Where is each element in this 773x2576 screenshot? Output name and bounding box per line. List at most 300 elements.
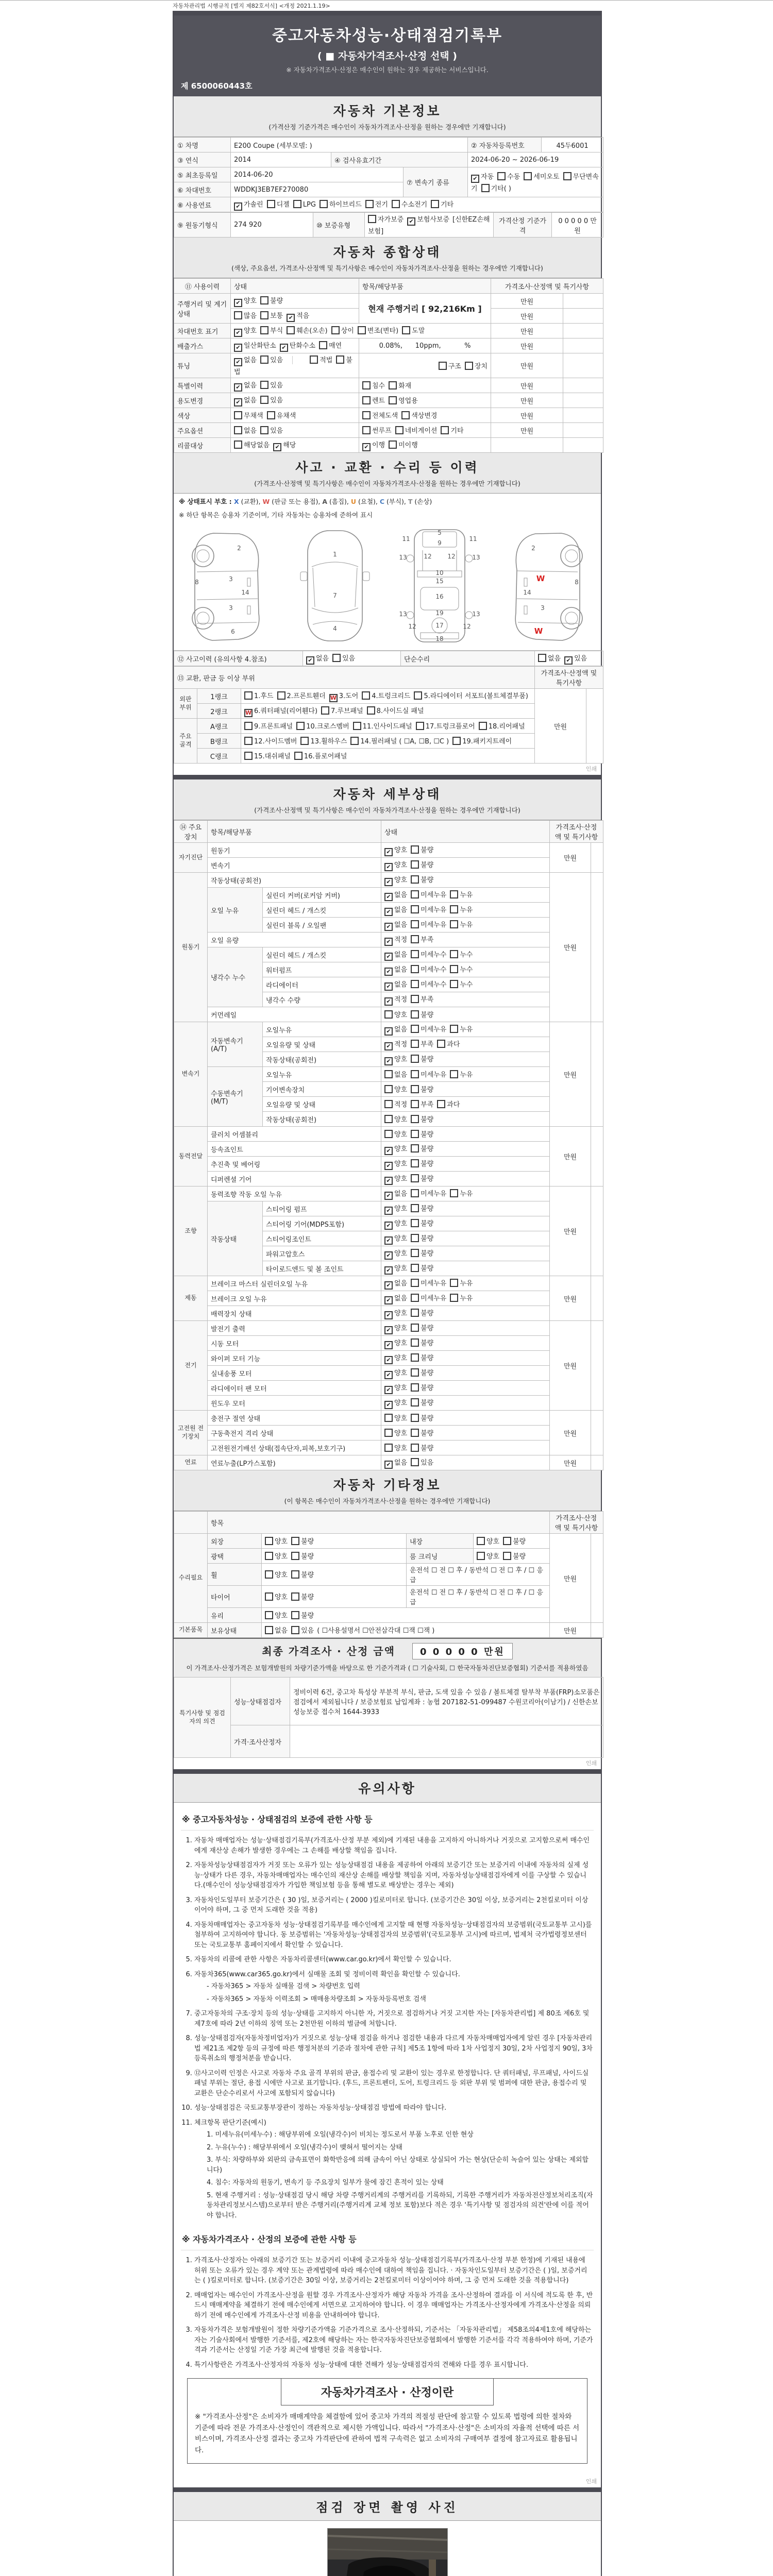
empty-checkbox[interactable] [265,1537,273,1545]
empty-checkbox[interactable] [384,1130,393,1138]
price-cell: 만원 [550,843,591,873]
room-cleaning-state[interactable] [474,1549,550,1564]
empty-checkbox[interactable] [319,341,327,349]
empty-checkbox[interactable] [384,1429,393,1437]
empty-checkbox[interactable] [260,355,268,364]
panel-number: 12 [408,623,416,630]
state[interactable] [381,1157,550,1172]
empty-checkbox[interactable] [365,200,374,208]
possession-state[interactable] [262,1623,550,1638]
checked-checkbox[interactable]: ✔ [384,1251,393,1260]
special-history-items[interactable] [359,378,491,393]
final-price-note: 이 가격조사·산정가격은 보험개발원의 차량기준가액을 바탕으로 한 기준가격과 ( ☐ 기술사회, ☐ 한국자동차진단보증협회) 기준서를 적용하였음 [186,1664,589,1672]
empty-checkbox[interactable] [362,426,371,434]
checked-checkbox[interactable]: ✔ [384,982,393,991]
checked-checkbox[interactable]: ✔ [384,1371,393,1379]
accident-history-state[interactable] [303,651,401,666]
print-link[interactable]: 인쇄 [585,1760,597,1767]
empty-checkbox[interactable] [411,905,419,913]
empty-checkbox[interactable] [291,1552,299,1560]
empty-checkbox[interactable] [350,737,359,745]
state[interactable] [381,1321,550,1336]
option-label: 양호 [394,861,408,869]
state[interactable] [381,1291,550,1306]
empty-checkbox[interactable] [411,1189,419,1197]
rank2-items[interactable] [241,704,535,719]
empty-checkbox[interactable] [450,950,458,958]
empty-checkbox[interactable] [411,995,419,1003]
checked-checkbox[interactable]: ✔ [407,217,415,226]
empty-checkbox[interactable] [450,980,458,988]
wheel-state[interactable] [262,1564,407,1586]
option-label: 없음 [394,891,408,899]
state[interactable] [381,1142,550,1157]
usage-change-state[interactable] [231,393,359,408]
state[interactable] [381,1201,550,1216]
empty-checkbox[interactable] [331,326,340,334]
rankA-items[interactable] [241,719,535,734]
empty-checkbox[interactable] [384,1100,393,1108]
empty-checkbox[interactable] [401,411,410,419]
checked-checkbox[interactable]: ✔ [384,1401,393,1409]
checked-checkbox[interactable]: ✔ [384,848,393,856]
checked-checkbox[interactable]: ✔ [384,968,393,976]
empty-checkbox[interactable] [411,1130,419,1138]
w-marked-checkbox[interactable]: W [330,694,337,701]
empty-checkbox[interactable] [411,965,419,973]
interior-label: 내장 [407,1534,474,1549]
empty-checkbox[interactable] [450,965,458,973]
empty-checkbox[interactable] [465,362,473,370]
panel-number: 2 [237,545,241,552]
empty-checkbox[interactable] [411,1115,419,1123]
checked-checkbox[interactable]: ✔ [384,1386,393,1394]
empty-checkbox[interactable] [320,200,328,208]
checked-checkbox[interactable]: ✔ [384,1147,393,1155]
empty-checkbox[interactable] [265,1570,273,1579]
empty-checkbox[interactable] [310,355,318,364]
state[interactable] [381,873,550,888]
empty-checkbox[interactable] [477,1552,485,1560]
empty-checkbox[interactable] [481,184,490,192]
panel-number: 17 [435,622,444,629]
empty-checkbox[interactable] [384,1115,393,1123]
checked-checkbox[interactable]: ✔ [234,358,242,366]
empty-checkbox[interactable] [291,1570,299,1579]
simple-repair-state[interactable] [535,651,603,666]
empty-checkbox[interactable] [411,1100,419,1108]
empty-checkbox[interactable] [450,905,458,913]
checked-checkbox[interactable]: ✔ [234,329,242,337]
state[interactable] [381,888,550,903]
checked-checkbox[interactable]: ✔ [234,383,242,392]
empty-checkbox[interactable] [395,426,404,434]
option-label: 보통 [270,312,283,320]
empty-checkbox[interactable] [277,691,285,700]
empty-checkbox[interactable] [362,396,371,404]
empty-checkbox[interactable] [416,722,424,730]
checked-checkbox[interactable]: ✔ [273,443,281,451]
empty-checkbox[interactable] [389,440,397,449]
empty-checkbox[interactable] [291,1537,299,1545]
empty-checkbox[interactable] [260,311,268,319]
empty-checkbox[interactable] [296,722,305,730]
empty-checkbox[interactable] [411,845,419,854]
state[interactable] [381,1276,550,1291]
checked-checkbox[interactable]: ✔ [234,202,242,211]
recall-state[interactable] [231,438,359,453]
rankC-items[interactable] [241,749,535,764]
empty-checkbox[interactable] [265,1552,273,1560]
polish-state[interactable] [262,1549,407,1564]
rank1-label: 1랭크 [197,689,241,704]
special-history-state[interactable] [231,378,359,393]
empty-checkbox[interactable] [411,1429,419,1437]
empty-checkbox[interactable] [234,440,242,449]
state[interactable] [381,1261,550,1276]
checked-checkbox[interactable]: ✔ [362,443,371,451]
empty-checkbox[interactable] [389,381,397,389]
note-cell [563,423,603,438]
state[interactable] [381,933,550,947]
empty-checkbox[interactable] [367,706,375,715]
state[interactable] [381,918,550,933]
empty-checkbox[interactable] [389,396,397,404]
checked-checkbox[interactable]: ✔ [384,878,393,886]
checked-checkbox[interactable]: ✔ [384,1266,393,1275]
state[interactable] [381,1455,550,1470]
empty-checkbox[interactable] [411,1025,419,1033]
checked-checkbox[interactable]: ✔ [384,1027,393,1036]
empty-checkbox[interactable] [411,1458,419,1466]
checked-checkbox[interactable]: ✔ [384,997,393,1006]
empty-checkbox[interactable] [524,172,532,180]
state[interactable] [381,1037,550,1052]
empty-checkbox[interactable] [411,920,419,928]
empty-checkbox[interactable] [411,1324,419,1332]
usage-change-items[interactable] [359,393,491,408]
empty-checkbox[interactable] [411,1338,419,1347]
empty-checkbox[interactable] [450,1189,458,1197]
state[interactable] [381,1216,550,1231]
state[interactable] [381,843,550,858]
empty-checkbox[interactable] [450,1279,458,1287]
checked-checkbox[interactable]: ✔ [287,314,295,322]
empty-checkbox[interactable] [450,920,458,928]
empty-checkbox[interactable] [291,1611,299,1619]
checked-checkbox[interactable]: ✔ [564,656,573,665]
state[interactable] [381,1231,550,1246]
w-marked-checkbox[interactable]: W [245,709,252,716]
empty-checkbox[interactable] [392,200,400,208]
rank1-items[interactable] [241,689,535,704]
empty-checkbox[interactable] [260,426,268,434]
state[interactable] [381,1187,550,1201]
empty-checkbox[interactable] [411,890,419,899]
high-voltage-label: 고전원 전기장치 [174,1411,208,1455]
option-label: 불량 [421,1369,434,1377]
state[interactable] [381,858,550,873]
empty-checkbox[interactable] [411,1279,419,1287]
mileage-amount[interactable] [231,309,359,324]
checked-checkbox[interactable]: ✔ [384,1281,393,1290]
empty-checkbox[interactable] [267,411,275,419]
rankB-items[interactable] [241,734,535,749]
empty-checkbox[interactable] [411,980,419,988]
empty-checkbox[interactable] [411,1249,419,1257]
checked-checkbox[interactable]: ✔ [384,1236,393,1245]
empty-checkbox[interactable] [300,737,309,745]
empty-checkbox[interactable] [411,1294,419,1302]
checked-checkbox[interactable]: ✔ [384,1162,393,1170]
empty-checkbox[interactable] [260,381,268,389]
empty-checkbox[interactable] [411,950,419,958]
checked-checkbox[interactable]: ✔ [384,938,393,946]
empty-checkbox[interactable] [450,1294,458,1302]
checked-checkbox[interactable]: ✔ [384,953,393,961]
empty-checkbox[interactable] [411,1309,419,1317]
empty-checkbox[interactable] [411,1010,419,1019]
option-label: 없음 [394,1294,408,1302]
state[interactable] [381,1172,550,1187]
checked-checkbox[interactable]: ✔ [384,908,393,916]
empty-checkbox[interactable] [411,860,419,869]
empty-checkbox[interactable] [452,737,461,745]
empty-checkbox[interactable] [244,691,253,700]
state[interactable] [381,1007,550,1022]
empty-checkbox[interactable] [265,1626,273,1634]
empty-checkbox[interactable] [411,1398,419,1406]
empty-checkbox[interactable] [332,654,341,662]
empty-checkbox[interactable] [437,1040,445,1048]
empty-checkbox[interactable] [384,1085,393,1093]
state[interactable] [381,1067,550,1082]
empty-checkbox[interactable] [411,935,419,943]
emission-label: 배출가스 [174,338,231,353]
option-label: 부족 [421,1040,434,1048]
empty-checkbox[interactable] [265,1592,273,1601]
empty-checkbox[interactable] [294,752,303,760]
fuel-options[interactable] [231,197,603,212]
empty-checkbox[interactable] [497,172,506,180]
checked-checkbox[interactable]: ✔ [234,299,242,307]
tire-state[interactable] [262,1586,407,1608]
color-items[interactable] [359,408,491,423]
empty-checkbox[interactable] [538,654,546,662]
state[interactable] [381,977,550,992]
state[interactable] [381,1052,550,1067]
checked-checkbox[interactable]: ✔ [234,344,242,352]
checked-checkbox[interactable]: ✔ [384,1177,393,1185]
empty-checkbox[interactable] [384,1070,393,1078]
panel-number: 11 [402,535,410,543]
empty-checkbox[interactable] [358,326,366,334]
empty-checkbox[interactable] [437,1100,445,1108]
empty-checkbox[interactable] [411,1055,419,1063]
empty-checkbox[interactable] [563,172,572,180]
state[interactable] [381,962,550,977]
empty-checkbox[interactable] [234,411,242,419]
empty-checkbox[interactable] [293,200,301,208]
checked-checkbox[interactable]: ✔ [384,1341,393,1349]
empty-checkbox[interactable] [411,1353,419,1362]
interior-state[interactable] [474,1534,550,1549]
note-cell [563,378,603,393]
empty-checkbox[interactable] [234,311,242,319]
empty-checkbox[interactable] [411,1040,419,1048]
checked-checkbox[interactable]: ✔ [384,1057,393,1065]
empty-checkbox[interactable] [411,1444,419,1452]
recall-items[interactable] [359,438,491,453]
empty-checkbox[interactable] [244,752,253,760]
coolant-leak-group: 냉각수 누수 [208,947,263,1007]
empty-checkbox[interactable] [503,1552,511,1560]
state[interactable] [381,1381,550,1396]
empty-checkbox[interactable] [384,1414,393,1422]
empty-checkbox[interactable] [411,1368,419,1377]
empty-checkbox[interactable] [384,1010,393,1019]
empty-checkbox[interactable] [411,1144,419,1153]
checked-checkbox[interactable]: ✔ [384,1311,393,1319]
empty-checkbox[interactable] [362,381,371,389]
color-state[interactable] [231,408,359,423]
car-name-label: ① 차명 [174,138,231,152]
empty-checkbox[interactable] [414,691,422,700]
empty-checkbox[interactable] [291,1626,299,1634]
tire-label: 타이어 [208,1586,262,1608]
state[interactable] [381,1246,550,1261]
print-link[interactable]: 인쇄 [585,766,597,772]
empty-checkbox[interactable] [411,1414,419,1422]
state[interactable] [381,903,550,918]
empty-checkbox[interactable] [362,411,371,419]
tuning-state[interactable] [231,353,359,378]
empty-checkbox[interactable] [384,1444,393,1452]
empty-checkbox[interactable] [411,1264,419,1272]
notice-body [174,1803,601,2476]
state[interactable] [381,1336,550,1351]
checked-checkbox[interactable]: ✔ [384,1461,393,1469]
glass-state[interactable] [262,1608,550,1623]
empty-checkbox[interactable] [353,722,361,730]
state[interactable] [381,1097,550,1112]
checked-checkbox[interactable]: ✔ [384,923,393,931]
empty-checkbox[interactable] [234,426,242,434]
table-row [174,1306,603,1321]
state[interactable] [381,947,550,962]
empty-checkbox[interactable] [411,1159,419,1167]
tuning-items[interactable] [359,353,491,378]
empty-checkbox[interactable] [411,875,419,884]
checked-checkbox[interactable]: ✔ [384,1326,393,1334]
options-state[interactable] [231,423,359,438]
price-header: 가격조사·산정액 및 특기사항 [550,821,603,843]
state[interactable] [381,1396,550,1411]
empty-checkbox[interactable] [260,326,268,334]
empty-checkbox[interactable] [450,890,458,899]
empty-checkbox[interactable] [479,722,487,730]
empty-checkbox[interactable] [411,1383,419,1392]
empty-checkbox[interactable] [265,1611,273,1619]
empty-checkbox[interactable] [368,215,376,223]
option-label: 양호 [394,1131,408,1139]
vin-mark-state[interactable] [231,324,491,338]
item: 디퍼렌셜 기어 [208,1172,381,1187]
checked-checkbox[interactable]: ✔ [306,656,314,665]
checked-checkbox[interactable]: ✔ [384,1192,393,1200]
state[interactable] [381,1366,550,1381]
checked-checkbox[interactable]: ✔ [280,344,288,352]
empty-checkbox[interactable] [260,296,268,304]
checked-checkbox[interactable]: ✔ [234,398,242,406]
option-label: 불량 [513,1538,526,1546]
empty-checkbox[interactable] [439,362,447,370]
empty-checkbox[interactable] [411,1219,419,1227]
empty-checkbox[interactable] [411,1174,419,1182]
state[interactable] [381,1426,550,1440]
checked-checkbox[interactable]: ✔ [384,1356,393,1364]
item: 브레이크 오일 누유 [208,1291,381,1306]
empty-checkbox[interactable] [244,737,253,745]
empty-checkbox[interactable] [291,1592,299,1601]
exterior-state[interactable] [262,1534,407,1549]
empty-checkbox[interactable] [287,326,295,334]
empty-checkbox[interactable] [411,1204,419,1212]
print-link[interactable]: 인쇄 [585,2478,597,2485]
empty-checkbox[interactable] [411,1234,419,1242]
checked-checkbox[interactable]: ✔ [471,175,479,183]
empty-checkbox[interactable] [260,396,268,404]
checked-checkbox[interactable]: ✔ [384,1042,393,1050]
transmission-options[interactable] [468,167,603,197]
state[interactable] [381,1440,550,1455]
empty-checkbox[interactable] [450,1070,458,1078]
empty-checkbox[interactable] [362,691,370,700]
state[interactable] [381,1112,550,1127]
state[interactable] [381,992,550,1007]
checked-checkbox[interactable]: ✔ [384,1296,393,1304]
option-label: 10.크로스멤버 [306,723,349,731]
empty-checkbox[interactable] [244,722,253,730]
empty-checkbox[interactable] [411,1070,419,1078]
warranty-options[interactable] [365,213,494,238]
empty-checkbox[interactable] [267,200,275,208]
repair-needed-label: 수리필요 [174,1534,208,1623]
state[interactable] [381,1351,550,1366]
mileage-state[interactable] [231,294,359,309]
empty-checkbox[interactable] [321,706,329,715]
checked-checkbox[interactable]: ✔ [384,893,393,901]
state[interactable] [381,1082,550,1097]
state[interactable] [381,1306,550,1321]
options-items[interactable] [359,423,491,438]
empty-checkbox[interactable] [450,1025,458,1033]
empty-checkbox[interactable] [411,1085,419,1093]
state[interactable] [381,1127,550,1142]
empty-checkbox[interactable] [336,355,344,364]
empty-checkbox[interactable] [441,426,449,434]
checked-checkbox[interactable]: ✔ [384,1222,393,1230]
empty-checkbox[interactable] [402,326,410,334]
checked-checkbox[interactable]: ✔ [384,1207,393,1215]
state[interactable] [381,1022,550,1037]
emission-state[interactable] [231,338,359,353]
checked-checkbox[interactable]: ✔ [384,863,393,871]
empty-checkbox[interactable] [477,1537,485,1545]
state[interactable] [381,1411,550,1426]
empty-checkbox[interactable] [431,200,439,208]
empty-checkbox[interactable] [503,1537,511,1545]
